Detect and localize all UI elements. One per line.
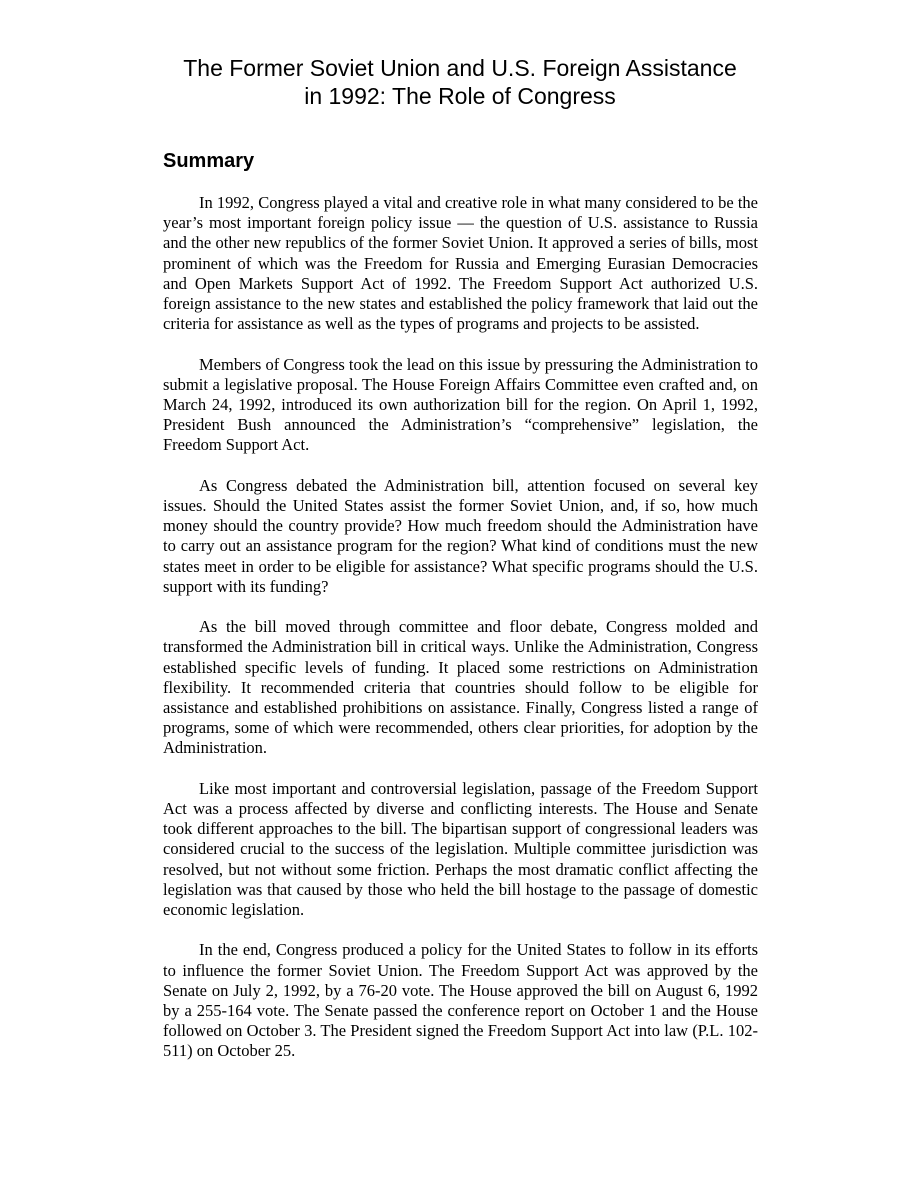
title-line-1: The Former Soviet Union and U.S. Foreign Assistance <box>183 55 737 81</box>
document-title <box>0 54 920 110</box>
summary-body <box>163 193 758 1082</box>
paragraph-3: As Congress debated the Administration bill, attention focused on several key issues. Should the United States assist the former Soviet Union, and, if so, how much money should the country provide? How much freedom should the Administration have to carry out an assistance program for the region? What kind of conditions must the new states meet in order to be eligible for assistance? What specific programs should the U.S. support with its funding? <box>163 475 758 596</box>
title-line-2: in 1992: The Role of Congress <box>304 83 616 109</box>
paragraph-4: As the bill moved through committee and floor debate, Congress molded and transformed the Administration bill in critical ways. Unlike the Administration, Congress established specific levels of funding. It placed some restrictions on Administration flexibility. It recommended criteria that countries should follow to be eligible for assistance and established prohibitions on assistance. Finally, Congress listed a range of programs, some of which were recommended, others clear priorities, for adoption by the Administration. <box>163 617 758 758</box>
section-heading-summary: Summary <box>163 150 255 172</box>
paragraph-6: In the end, Congress produced a policy for the United States to follow in its efforts to influence the former Soviet Union. The Freedom Support Act was approved by the Senate on July 2, 1992, by a 76-20 vote. The House approved the bill on August 6, 1992 by a 255-164 vote. The Senate passed the conference report on October 1 and the House followed on October 3. The President signed the Freedom Support Act into law (P.L. 102-511) on October 25. <box>163 940 758 1061</box>
paragraph-2: Members of Congress took the lead on this issue by pressuring the Administration to submit a legislative proposal. The House Foreign Affairs Committee even crafted and, on March 24, 1992, introduced its own authorization bill for the region. On April 1, 1992, President Bush announced the Administration’s “comprehensive” legislation, the Freedom Support Act. <box>163 354 758 455</box>
paragraph-1: In 1992, Congress played a vital and creative role in what many considered to be the year’s most important foreign policy issue — the question of U.S. assistance to Russia and the other new republics of the former Soviet Union. It approved a series of bills, most prominent of which was the Freedom for Russia and Emerging Eurasian Democracies and Open Markets Support Act of 1992. The Freedom Support Act authorized U.S. foreign assistance to the new states and established the policy framework that laid out the criteria for assistance as well as the types of programs and projects to be assisted. <box>163 193 758 334</box>
paragraph-5: Like most important and controversial legislation, passage of the Freedom Support Act was a process affected by diverse and conflicting interests. The House and Senate took different approaches to the bill. The bipartisan support of congressional leaders was considered crucial to the success of the legislation. Multiple committee jurisdiction was resolved, but not without some friction. Perhaps the most dramatic conflict affecting the legislation was that caused by those who held the bill hostage to the passage of domestic economic legislation. <box>163 778 758 920</box>
